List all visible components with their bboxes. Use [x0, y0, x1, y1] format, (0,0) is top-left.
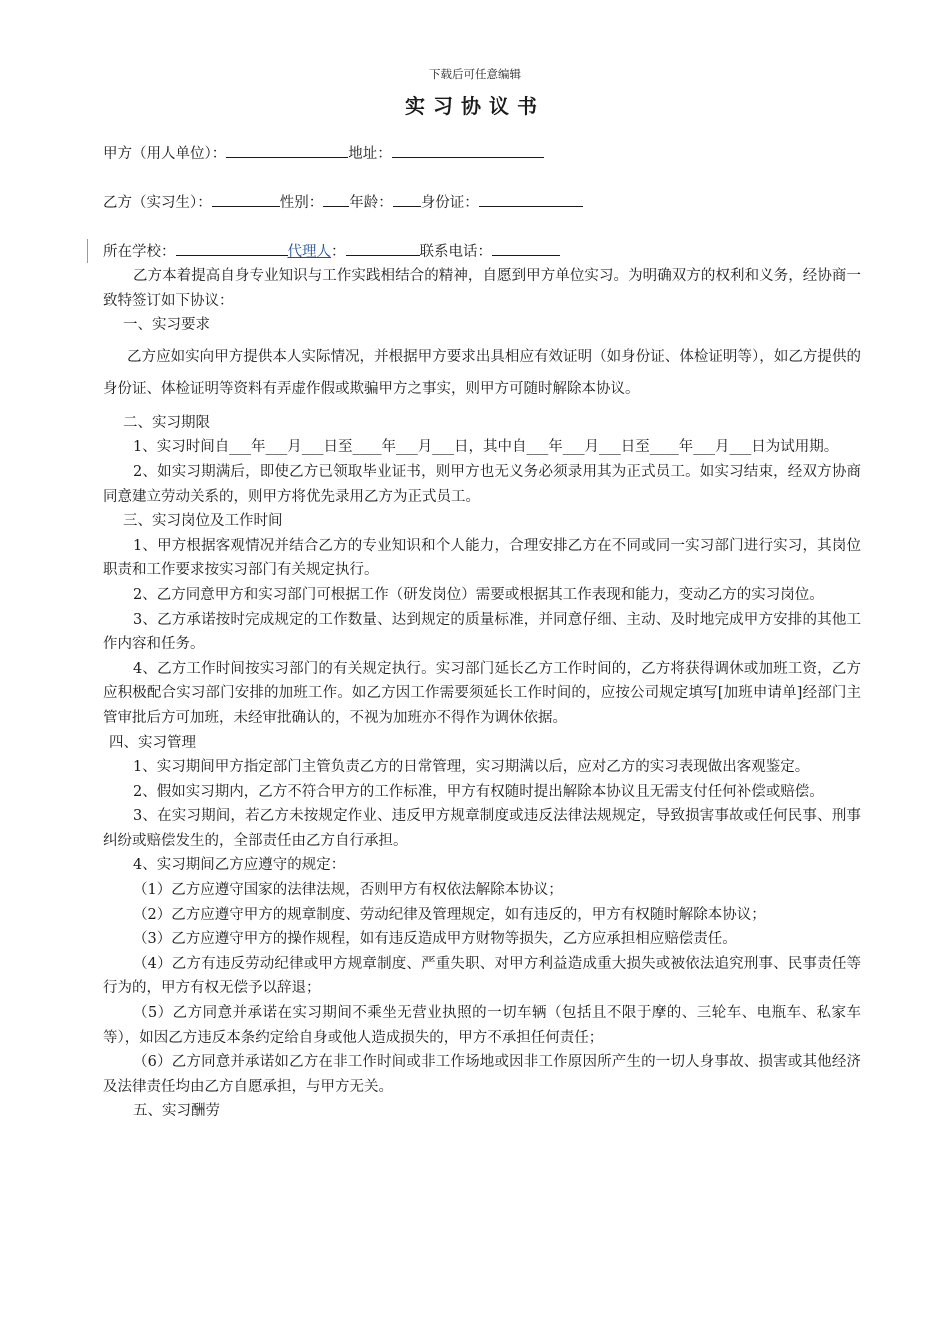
- position-clause-1: 1、甲方根据客观情况并结合乙方的专业知识和个人能力，合理安排乙方在不同或同一实习部门进行实习，其岗位职责和工作要求按实习部门有关规定执行。: [103, 537, 861, 579]
- agent-blank[interactable]: [346, 241, 420, 256]
- management-clause-3: 3、在实习期间，若乙方未按规定作业、违反甲方规章制度或违反法律法规规定，导致损害事故或任何民事、刑事纠纷或赔偿发生的，全部责任由乙方自行承担。: [103, 808, 861, 849]
- age-blank[interactable]: [393, 192, 421, 207]
- party-a-name-blank[interactable]: [226, 143, 348, 158]
- party-b-label: 乙方（实习生）：: [103, 195, 212, 211]
- party-a-address-blank[interactable]: [392, 143, 544, 158]
- gender-blank[interactable]: [323, 192, 349, 207]
- management-clause-1: 1、实习期间甲方指定部门主管负责乙方的日常管理，实习期满以后，应对乙方的实习表现做出客观鉴定。: [133, 759, 810, 776]
- agent-colon: ：: [331, 244, 346, 260]
- period-clause-1: 1、实习时间自___年___月___日至____年___月___日，其中自___年___月___日至____年___月___日为试用期。: [133, 439, 839, 456]
- period-clause-2: 2、如实习期满后，即使乙方已领取毕业证书，则甲方也无义务必须录用其为正式员工。如实习结束，经双方协商同意建立劳动关系的，则甲方将优先录用乙方为正式员工。: [103, 463, 861, 505]
- intro-paragraph: 乙方本着提高自身专业知识与工作实践相结合的精神，自愿到甲方单位实习。为明确双方的权利和义务，经协商一致特签订如下协议：: [103, 268, 861, 309]
- section-heading-requirements: 一、实习要求: [123, 317, 210, 334]
- party-b-name-blank[interactable]: [212, 192, 280, 207]
- rule-item-5: （5）乙方同意并承诺在实习期间不乘坐无营业执照的一切车辆（包括且不限于摩的、三轮车、电瓶车、私家车等），如因乙方违反本条约定给自身或他人造成损失的，甲方不承担任何责任；: [103, 1005, 861, 1046]
- section-heading-management: 四、实习管理: [109, 734, 196, 751]
- section-heading-period: 二、实习期限: [123, 414, 210, 431]
- rule-item-2: （2）乙方应遵守甲方的规章制度、劳动纪律及管理规定，如有违反的，甲方有权随时解除本协议；: [133, 906, 766, 923]
- rule-item-3: （3）乙方应遵守甲方的操作规程，如有违反造成甲方财物等损失，乙方应承担相应赔偿责任。: [133, 931, 737, 948]
- rule-item-6: （6）乙方同意并承诺如乙方在非工作时间或非工作场地或因非工作原因所产生的一切人身事故、损害或其他经济及法律责任均由乙方自愿承担，与甲方无关。: [103, 1054, 861, 1095]
- management-clause-2: 2、假如实习期内，乙方不符合甲方的工作标准，甲方有权随时提出解除本协议且无需支付任何补偿或赔偿。: [133, 783, 824, 800]
- margin-mark: [87, 239, 88, 263]
- id-label: 身份证：: [420, 195, 479, 211]
- school-label: 所在学校：: [103, 244, 176, 260]
- party-a-address-label: 地址：: [348, 146, 392, 162]
- phone-blank[interactable]: [492, 241, 560, 256]
- rule-item-4: （4）乙方有违反劳动纪律或甲方规章制度、严重失职、对甲方利益造成重大损失或被依法追究刑事、民事责任等行为的，甲方有权无偿予以辞退；: [103, 955, 861, 997]
- phone-label: 联系电话：: [419, 244, 492, 260]
- position-clause-3: 3、乙方承诺按时完成规定的工作数量、达到规定的质量标准，并同意仔细、主动、及时地完成甲方安排的其他工作内容和任务。: [103, 611, 861, 653]
- school-line: [103, 241, 560, 262]
- school-blank[interactable]: [176, 241, 288, 256]
- agreement-body: [103, 264, 861, 1124]
- party-b-line: [103, 192, 583, 213]
- gender-label: 性别：: [279, 195, 324, 211]
- position-clause-2: 2、乙方同意甲方和实习部门可根据工作（研发岗位）需要或根据其工作表现和能力，变动乙方的实习岗位。: [133, 586, 824, 603]
- header-note: 下载后可任意编辑: [429, 67, 521, 81]
- position-clause-4: 4、乙方工作时间按实习部门的有关规定执行。实习部门延长乙方工作时间的，乙方将获得调休或加班工资，乙方应积极配合实习部门安排的加班工作。如乙方因工作需要须延长工作时间的，应按公司规定填写[加班申请单]经部门主管审批后方可加班，未经审批确认的，不视为加班亦不得作为调休依据。: [103, 660, 861, 726]
- agent-link[interactable]: 代理人: [287, 244, 331, 260]
- management-clause-4: 4、实习期间乙方应遵守的规定：: [133, 857, 346, 874]
- requirements-paragraph: 乙方应如实向甲方提供本人实际情况，并根据甲方要求出具相应有效证明（如身份证、体检证明等），如乙方提供的身份证、体检证明等资料有弄虚作假或欺骗甲方之事实，则甲方可随时解除本协议。: [103, 348, 861, 397]
- id-blank[interactable]: [479, 192, 583, 207]
- rule-item-1: （1）乙方应遵守国家的法律法规，否则甲方有权依法解除本协议；: [133, 882, 563, 899]
- age-label: 年龄：: [349, 195, 393, 211]
- section-heading-compensation: 五、实习酬劳: [133, 1103, 220, 1120]
- section-heading-position: 三、实习岗位及工作时间: [123, 513, 283, 530]
- party-a-label: 甲方（用人单位）：: [103, 146, 227, 162]
- party-a-line: [103, 143, 544, 164]
- document-title: 实习协议书: [405, 94, 545, 118]
